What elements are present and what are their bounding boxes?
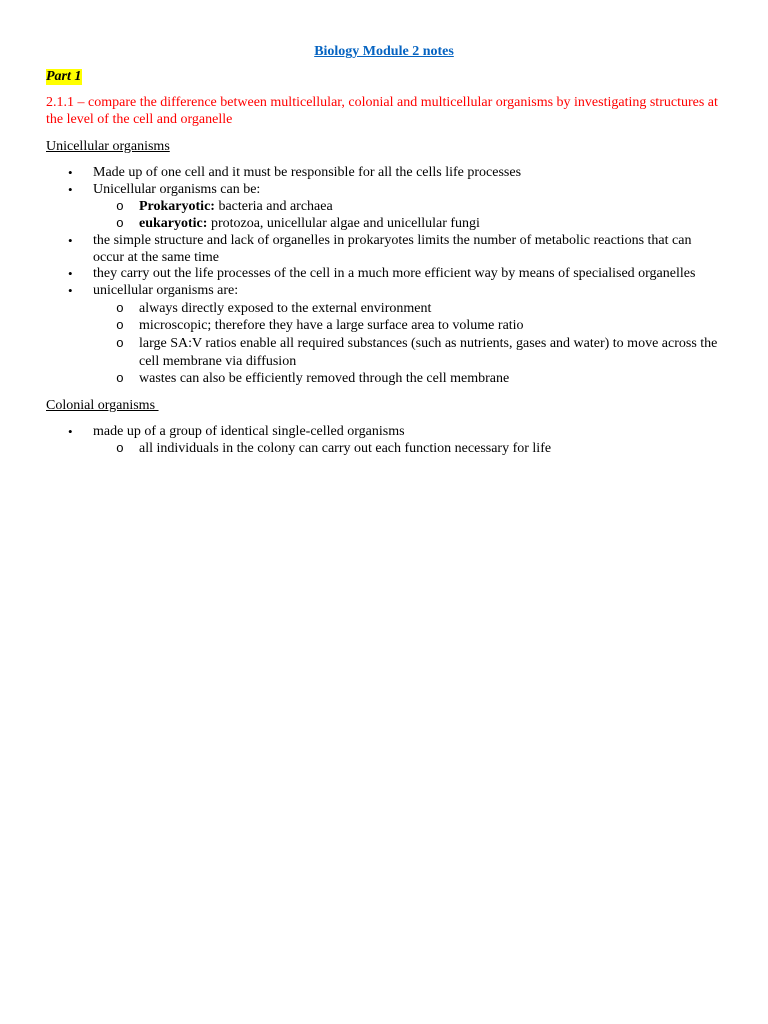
- list-item: large SA:V ratios enable all required substances (such as nutrients, gases and water) to move across the cell membrane via diffusion: [139, 336, 718, 369]
- syllabus-outcome: 2.1.1 – compare the difference between multicellular, colonial and multicellular organisms by investigating structures at the level of the cell and organelle: [46, 95, 718, 127]
- sub-bullet-icon: o: [116, 199, 124, 214]
- type-desc: protozoa, unicellular algae and unicellular fungi: [207, 216, 480, 231]
- type-desc: bacteria and archaea: [214, 199, 333, 214]
- list-item: the simple structure and lack of organelles in prokaryotes limits the number of metabolic reactions that can occur at the same time: [93, 233, 692, 265]
- bullet-icon: •: [68, 165, 73, 180]
- sub-bullet-icon: o: [116, 336, 124, 351]
- unicellular-heading: Unicellular organisms: [46, 139, 170, 154]
- list-item: wastes can also be efficiently removed through the cell membrane: [139, 371, 510, 386]
- sub-bullet-icon: o: [116, 441, 124, 456]
- list-item: Made up of one cell and it must be responsible for all the cells life processes: [93, 165, 522, 180]
- sub-bullet-icon: o: [116, 371, 124, 386]
- list-item: [139, 198, 723, 216]
- list-item: all individuals in the colony can carry out each function necessary for life: [139, 441, 552, 456]
- bullet-icon: •: [68, 182, 73, 197]
- bullet-icon: •: [68, 283, 73, 298]
- bullet-icon: •: [68, 233, 73, 248]
- type-term: Prokaryotic:: [139, 199, 215, 214]
- part-label: Part 1: [46, 69, 82, 84]
- type-term: eukaryotic:: [139, 216, 208, 231]
- list-item: they carry out the life processes of the cell in a much more efficient way by means of specialised organelles: [93, 266, 696, 281]
- document-title[interactable]: Biology Module 2 notes: [314, 44, 454, 59]
- list-item: unicellular organisms are:: [93, 283, 239, 298]
- list-item: microscopic; therefore they have a large surface area to volume ratio: [139, 318, 524, 333]
- list-item: [139, 215, 723, 233]
- bullet-icon: •: [68, 266, 73, 281]
- bullet-icon: •: [68, 424, 73, 439]
- colonial-heading: Colonial organisms: [46, 398, 159, 413]
- sub-bullet-icon: o: [116, 301, 124, 316]
- sub-bullet-icon: o: [116, 216, 124, 231]
- list-item: made up of a group of identical single-celled organisms: [93, 424, 405, 439]
- list-item: always directly exposed to the external environment: [139, 301, 432, 316]
- sub-bullet-icon: o: [116, 318, 124, 333]
- list-item: Unicellular organisms can be:: [93, 182, 261, 197]
